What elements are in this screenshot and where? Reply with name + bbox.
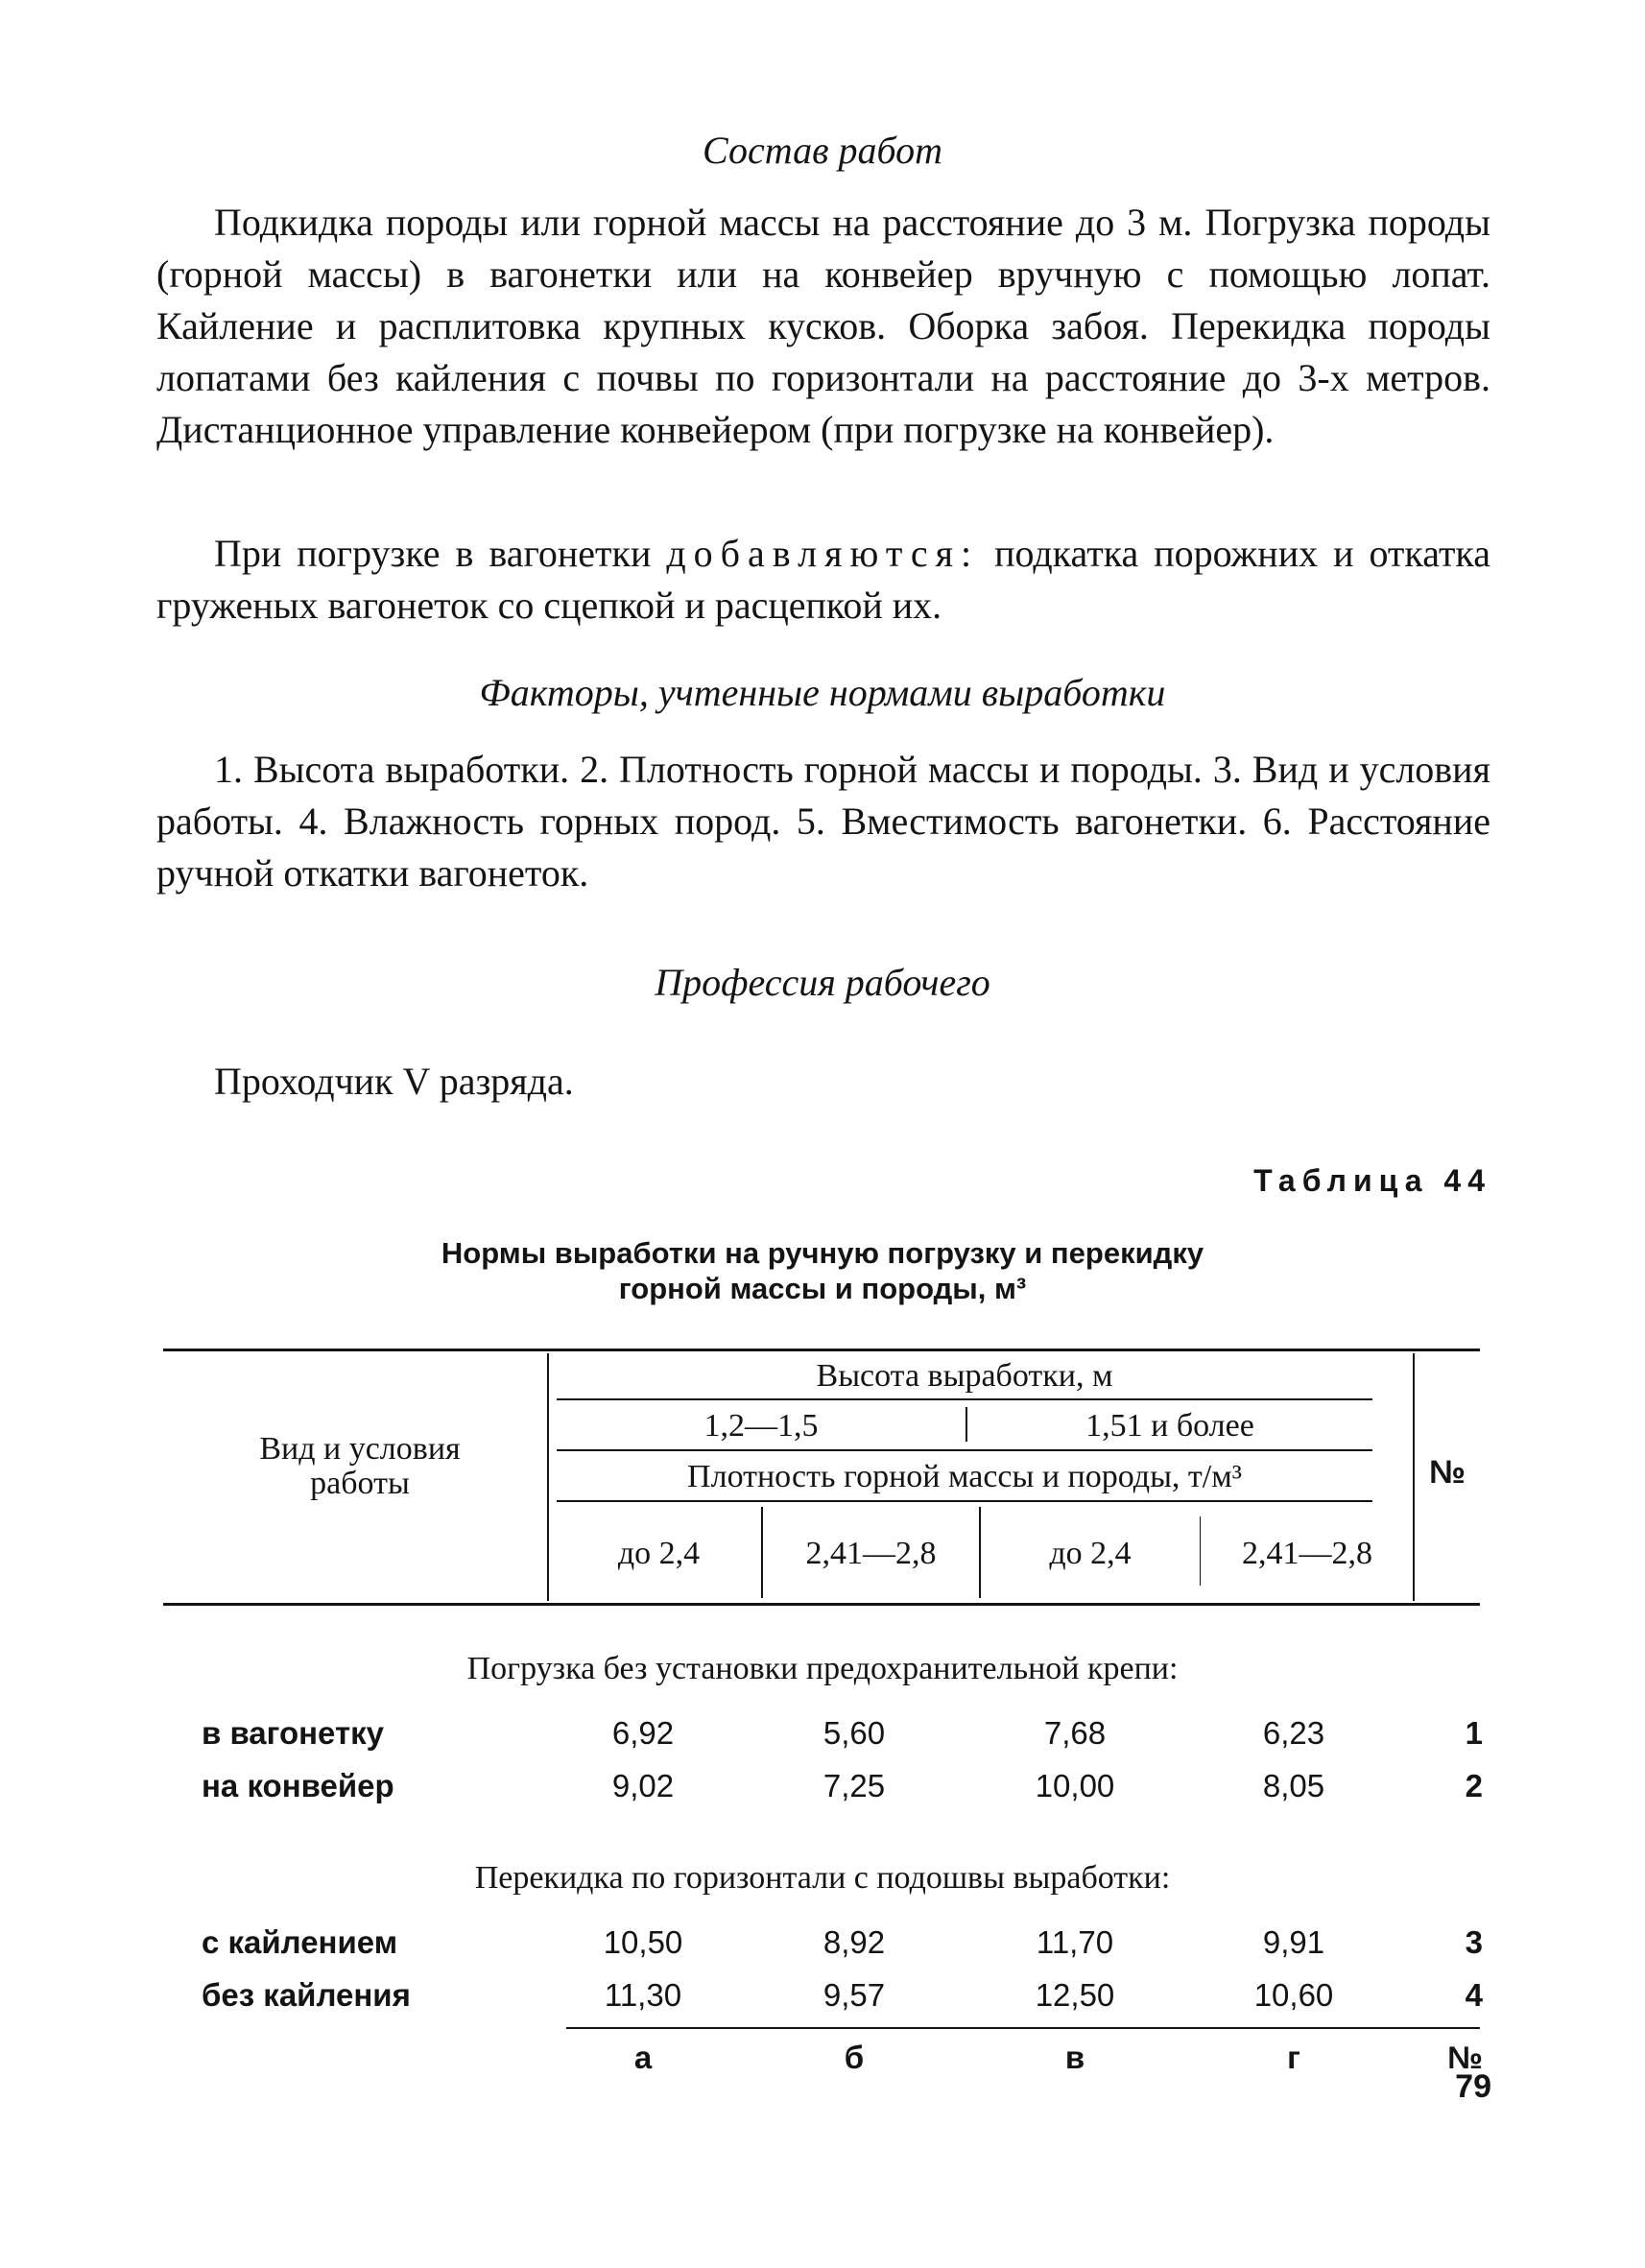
density-col-c: до 2,4 (1049, 1536, 1132, 1571)
work-composition-title: Состав работ (703, 129, 942, 172)
factors-title: Факторы, учтенные нормами выработки (479, 671, 1166, 714)
density-divider-3 (1200, 1516, 1201, 1586)
row-header-line1: Вид и условия (259, 1431, 461, 1467)
height-label-rule (557, 1398, 1372, 1400)
table-cell: 7,25 (822, 1768, 886, 1803)
profession-text: Проходчик V разряда. (214, 1060, 574, 1103)
additions-emphasis: добавляются: (666, 532, 980, 575)
profession-title: Профессия рабочего (655, 961, 990, 1004)
table-title (0, 1235, 1645, 1306)
density-col-a: до 2,4 (617, 1536, 701, 1571)
table-cell: 8,05 (1262, 1768, 1325, 1803)
table-cell: 10,50 (603, 1924, 683, 1960)
table-header-bottom-rule (163, 1603, 1480, 1606)
additions-text: подкатка порожних и откатка груженых вагонеток со сцепкой и расцепкой их. (156, 532, 1490, 627)
footer-col-c: в (1064, 2040, 1085, 2075)
table-caption: Таблица 44 (1253, 1163, 1491, 1198)
table-cell: 10,60 (1253, 1977, 1334, 2013)
row-header (182, 1432, 537, 1501)
page-number: 79 (1455, 2068, 1491, 2105)
height-group-1: 1,2—1,5 (703, 1408, 819, 1444)
table-cell: 9,02 (611, 1768, 675, 1803)
additions-intro: При погрузке в вагонетки (214, 532, 652, 575)
row-number: 2 (1465, 1768, 1483, 1803)
height-label: Высота выработки, м (816, 1358, 1113, 1394)
table-title-line2: горной массы и породы, м³ (618, 1272, 1027, 1305)
density-label: Плотность горной массы и породы, т/м³ (687, 1459, 1242, 1494)
group-title-transfer: Перекидка по горизонтали с подошвы выработки: (474, 1860, 1171, 1896)
table-cell: 5,60 (822, 1715, 886, 1751)
table-cell: 6,23 (1262, 1715, 1325, 1751)
row-label: без кайления (202, 1977, 411, 2013)
number-col-header: № (1429, 1454, 1466, 1491)
table-cell: 11,70 (1036, 1924, 1114, 1960)
footer-col-a: а (633, 2040, 653, 2075)
work-composition-paragraph: Подкидка породы или горной массы на расстояние до 3 м. Погрузка породы (горной массы) в вагонетки или на конвейер вручную с помощью лопат. Кайление и расплитовка крупных кусков. Оборка забоя. Перекидка породы лопатами без кайления с почвы по горизонтали на расстояние до 3-х метров. Дистанционное управление конвейером (при погрузке на конвейер). (156, 201, 1490, 451)
table-cell: 9,91 (1262, 1924, 1325, 1960)
factors-paragraph: 1. Высота выработки. 2. Плотность горной массы и породы. 3. Вид и условия работы. 4. Влажность горных пород. 5. Вместимость вагонетки. 6. Расстояние ручной откатки вагонеток. (156, 748, 1490, 895)
table-cell: 10,00 (1035, 1768, 1115, 1803)
footer-col-b: б (844, 2040, 865, 2075)
footer-number-col: № (1447, 2040, 1483, 2075)
footer-col-d: г (1287, 2040, 1300, 2075)
density-label-rule (557, 1500, 1372, 1502)
row-number: 3 (1465, 1924, 1483, 1960)
table-cell: 6,92 (611, 1715, 675, 1751)
table-cell: 11,30 (604, 1977, 682, 2013)
density-col-b: 2,41—2,8 (805, 1536, 937, 1571)
row-label: в вагонетку (202, 1715, 385, 1751)
row-header-line2: работы (310, 1466, 410, 1501)
height-groups-rule (557, 1449, 1372, 1451)
table-title-line1: Нормы выработки на ручную погрузку и перекидку (441, 1236, 1204, 1270)
header-divider-left (547, 1353, 549, 1601)
table-cell: 12,50 (1035, 1977, 1115, 2013)
work-composition-additions (156, 528, 1490, 632)
table-top-rule (163, 1349, 1480, 1351)
group-title-loading: Погрузка без установки предохранительной крепи: (466, 1651, 1179, 1686)
table-cell: 7,68 (1043, 1715, 1107, 1751)
row-number: 4 (1465, 1977, 1483, 2013)
table-cell: 9,57 (822, 1977, 886, 2013)
row-label: с кайлением (202, 1924, 398, 1960)
density-col-d: 2,41—2,8 (1242, 1536, 1372, 1571)
row-number: 1 (1465, 1715, 1483, 1751)
table-bottom-rule (566, 2027, 1480, 2029)
table-cell: 8,92 (822, 1924, 886, 1960)
height-group-2: 1,51 и более (1085, 1408, 1254, 1444)
row-label: на конвейер (202, 1768, 394, 1803)
